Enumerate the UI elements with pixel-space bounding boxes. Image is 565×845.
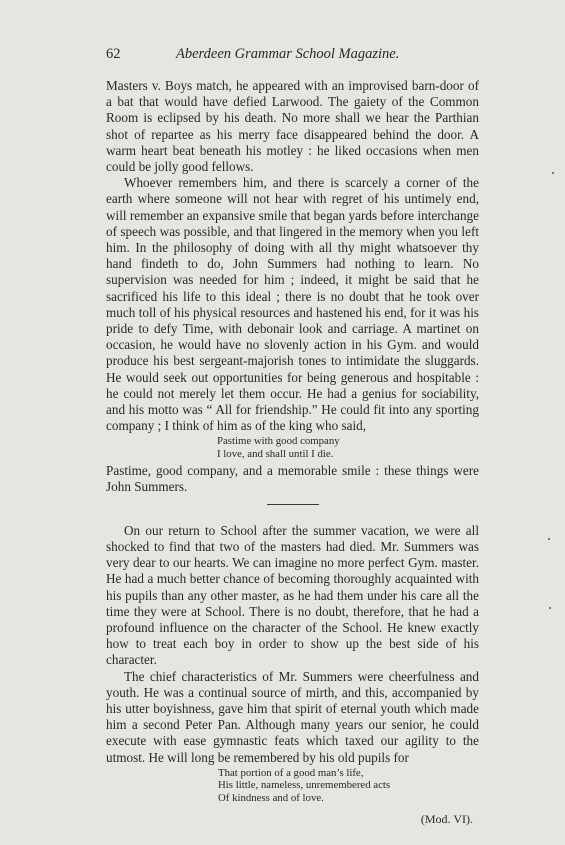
- journal-title: Aberdeen Grammar School Magazine.: [176, 46, 400, 62]
- paper-speck: [549, 607, 551, 609]
- verse-line: Pastime with good company: [217, 435, 340, 448]
- paper-speck: [552, 172, 554, 174]
- running-head: [106, 46, 479, 66]
- verse-line: That portion of a good man’s life,: [218, 766, 364, 779]
- paragraph-3: Pastime, good company, and a memorable smile : these things were John Summers.: [106, 463, 479, 495]
- quoted-verse-1: [106, 435, 479, 460]
- verse-line: His little, nameless, unremembered acts: [218, 779, 391, 792]
- paragraph-4: On our return to School after the summer vacation, we were all shocked to find that two of the masters had died. Mr. Summers was very dear to our hearts. We can imagine no more perfect Gym. master. He had a much better chance of becoming thoroughly acquainted with his pupils than any other master, as he had them under his care all the time they were at School. There is no doubt, therefore, that he had a profound influence on the character of the School. He knew exactly how to treat each boy in order to show up the best side of his character.: [106, 522, 479, 668]
- author-signature: (Mod. VI).: [420, 811, 473, 826]
- section-divider: [267, 504, 319, 505]
- page-number: 62: [106, 46, 121, 62]
- paragraph-2: Whoever remembers him, and there is scarcely a corner of the earth where someone will not hear with regret of his untimely end, will remember an expansive smile that began yards before interchange of speech was possible, and that lingered in the memory when you left him. In the philosophy of doing with all thy might whatsoever thy hand findeth to do, John Summers had nothing to learn. No supervision was needed for him ; indeed, it might be said that he sacrificed his life to this ideal ; there is no doubt that he took over much toll of his physical resources and hastened his end, for it was his pride to defy Time, with debonair look and carriage. A martinet on occasion, he would have no slovenly action in his Gym. and would produce his best sergeant-majorish tones to intimidate the sluggards. He would seek out opportunities for being generous and hospitable : he could not merely let them occur. He had a genius for sociability, and his motto was “ All for friendship.” He could fit into any sporting company ; I think of him as of the king who said,: [106, 175, 479, 434]
- verse-line: I love, and shall until I die.: [217, 447, 334, 460]
- paper-speck: [548, 538, 550, 540]
- verse-line: Of kindness and of love.: [218, 791, 324, 804]
- paragraph-5: The chief characteristics of Mr. Summers were cheerfulness and youth. He was a continual source of mirth, and this, accompanied by his utter boyishness, gave him that spirit of eternal youth which made him a second Peter Pan. Although many years our senior, he could execute with ease gymnastic feats which taxed our agility to the utmost. He will long be remembered by his old pupils for: [106, 668, 479, 765]
- quoted-verse-2: [106, 767, 479, 804]
- paragraph-1: Masters v. Boys match, he appeared with an improvised barn-door of a bat that would have defied Larwood. The gaiety of the Common Room is eclipsed by his death. No more shall we hear the Parthian shot of repartee as his merry face disappeared behind the door. A warm heart beat beneath his motley : he liked occasions when men could be jolly good fellows.: [106, 78, 479, 175]
